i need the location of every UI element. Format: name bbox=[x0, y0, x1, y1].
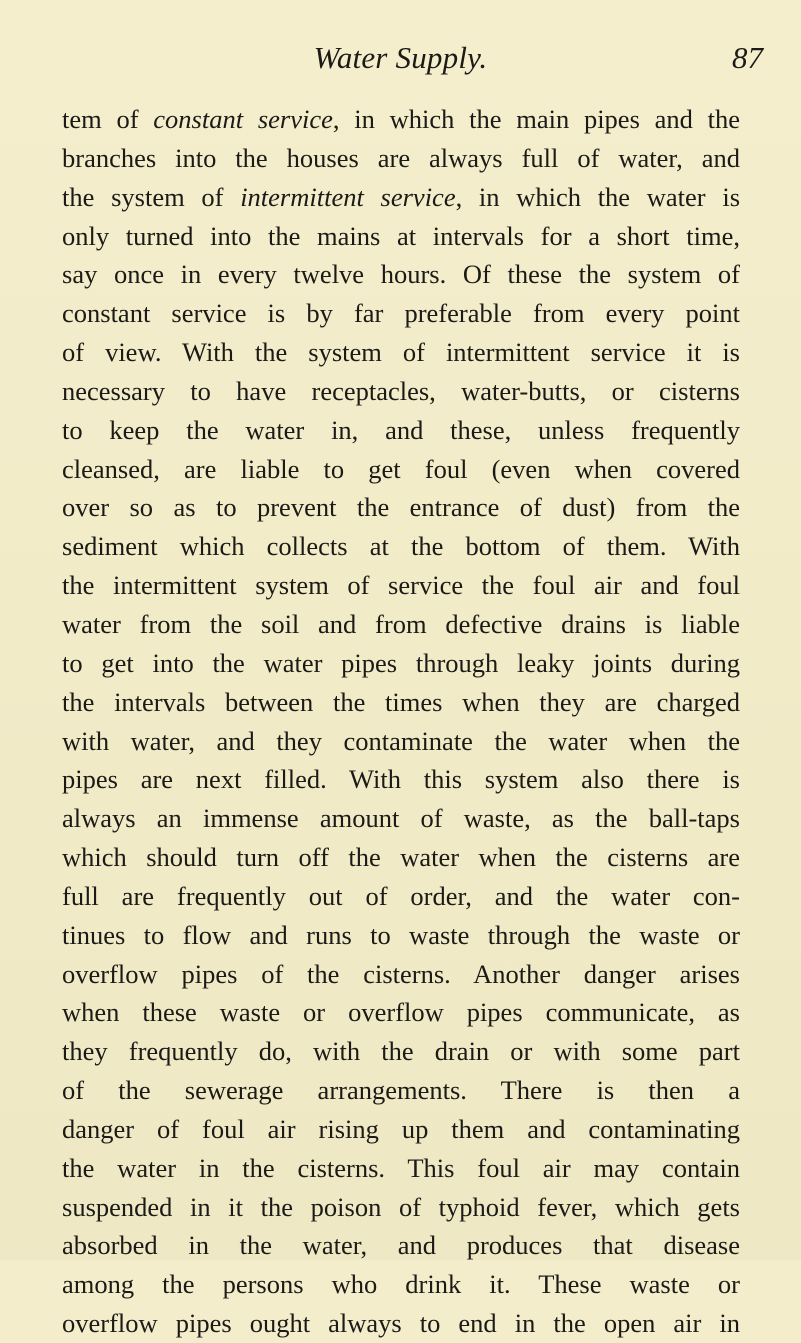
text-span: they frequently do, with the drain or with some part bbox=[62, 1036, 740, 1067]
text-span: tem of bbox=[62, 104, 154, 134]
text-line bbox=[62, 411, 740, 450]
italic-term: constant service bbox=[153, 104, 333, 134]
text-span: water from the soil and from defective drains is liable bbox=[62, 608, 740, 639]
text-span: , in which the water is bbox=[455, 181, 740, 212]
text-span: tinues to flow and runs to waste through the waste or bbox=[62, 919, 740, 950]
text-span: the intervals between the times when they are charged bbox=[62, 686, 740, 717]
text-span: of view. With the system of intermittent service it is bbox=[62, 337, 740, 368]
text-span: constant service is by far preferable from every point bbox=[62, 298, 740, 329]
text-line bbox=[62, 722, 740, 761]
text-line bbox=[62, 1265, 740, 1304]
text-line bbox=[62, 1188, 740, 1227]
text-span: when these waste or overflow pipes communicate, as bbox=[62, 997, 740, 1028]
text-span: , in which the main pipes and the bbox=[332, 104, 740, 134]
text-span: the intermittent system of service the foul air and foul bbox=[62, 570, 740, 601]
text-span: among the persons who drink it. These waste or bbox=[62, 1269, 740, 1300]
italic-term: intermittent service bbox=[240, 181, 456, 212]
text-span: overflow pipes of the cisterns. Another danger arises bbox=[62, 958, 740, 989]
text-span: branches into the houses are always full of water, and bbox=[62, 142, 740, 173]
text-span: with water, and they contaminate the water when the bbox=[62, 725, 740, 756]
text-span: to get into the water pipes through leaky joints during bbox=[62, 647, 740, 678]
text-span: over so as to prevent the entrance of dust) from the bbox=[62, 492, 740, 523]
text-span: cleansed, are liable to get foul (even when covered bbox=[62, 453, 740, 484]
text-span: absorbed in the water, and produces that disease bbox=[62, 1230, 740, 1261]
text-line bbox=[62, 217, 740, 256]
text-line bbox=[62, 877, 740, 916]
text-line bbox=[62, 1071, 740, 1110]
text-span: only turned into the mains at intervals for a short time, bbox=[62, 220, 740, 251]
text-span: which should turn off the water when the cisterns are bbox=[62, 842, 740, 873]
text-line bbox=[62, 1149, 740, 1188]
text-span: say once in every twelve hours. Of these the system of bbox=[62, 259, 740, 290]
text-line bbox=[62, 799, 740, 838]
text-line bbox=[62, 644, 740, 683]
running-title: Water Supply. bbox=[313, 40, 488, 75]
text-line bbox=[62, 605, 740, 644]
text-span: suspended in it the poison of typhoid fever, which gets bbox=[62, 1191, 740, 1222]
text-span: overflow pipes ought always to end in the open air in bbox=[62, 1308, 740, 1339]
text-span: danger of foul air rising up them and contaminating bbox=[62, 1113, 740, 1144]
text-span: sediment which collects at the bottom of them. With bbox=[62, 531, 740, 562]
text-line bbox=[62, 178, 740, 217]
text-span: necessary to have receptacles, water-butts, or cisterns bbox=[62, 375, 740, 406]
text-line bbox=[62, 955, 740, 994]
text-line bbox=[62, 488, 740, 527]
text-line bbox=[62, 527, 740, 566]
text-line bbox=[62, 760, 740, 799]
body-text bbox=[62, 100, 740, 1343]
page-number: 87 bbox=[732, 40, 763, 75]
text-line bbox=[62, 450, 740, 489]
text-line bbox=[62, 294, 740, 333]
text-line bbox=[62, 139, 740, 178]
text-span: always an immense amount of waste, as the ball-taps bbox=[62, 803, 740, 834]
text-line bbox=[62, 1032, 740, 1071]
text-span: pipes are next filled. With this system also there is bbox=[62, 764, 740, 795]
text-line bbox=[62, 916, 740, 955]
text-line bbox=[62, 838, 740, 877]
text-line bbox=[62, 1304, 740, 1343]
text-line bbox=[62, 372, 740, 411]
text-line bbox=[62, 333, 740, 372]
text-line bbox=[62, 683, 740, 722]
text-line bbox=[62, 255, 740, 294]
text-span: to keep the water in, and these, unless frequently bbox=[62, 414, 740, 445]
text-span: of the sewerage arrangements. There is then a bbox=[62, 1075, 740, 1106]
text-line bbox=[62, 1226, 740, 1265]
text-span: the water in the cisterns. This foul air may contain bbox=[62, 1152, 740, 1183]
text-line bbox=[62, 566, 740, 605]
text-line bbox=[62, 993, 740, 1032]
text-line bbox=[62, 1110, 740, 1149]
text-line bbox=[62, 100, 740, 139]
text-span: full are frequently out of order, and the water con- bbox=[62, 880, 740, 911]
text-span: the system of bbox=[62, 181, 241, 212]
running-head bbox=[0, 40, 801, 82]
